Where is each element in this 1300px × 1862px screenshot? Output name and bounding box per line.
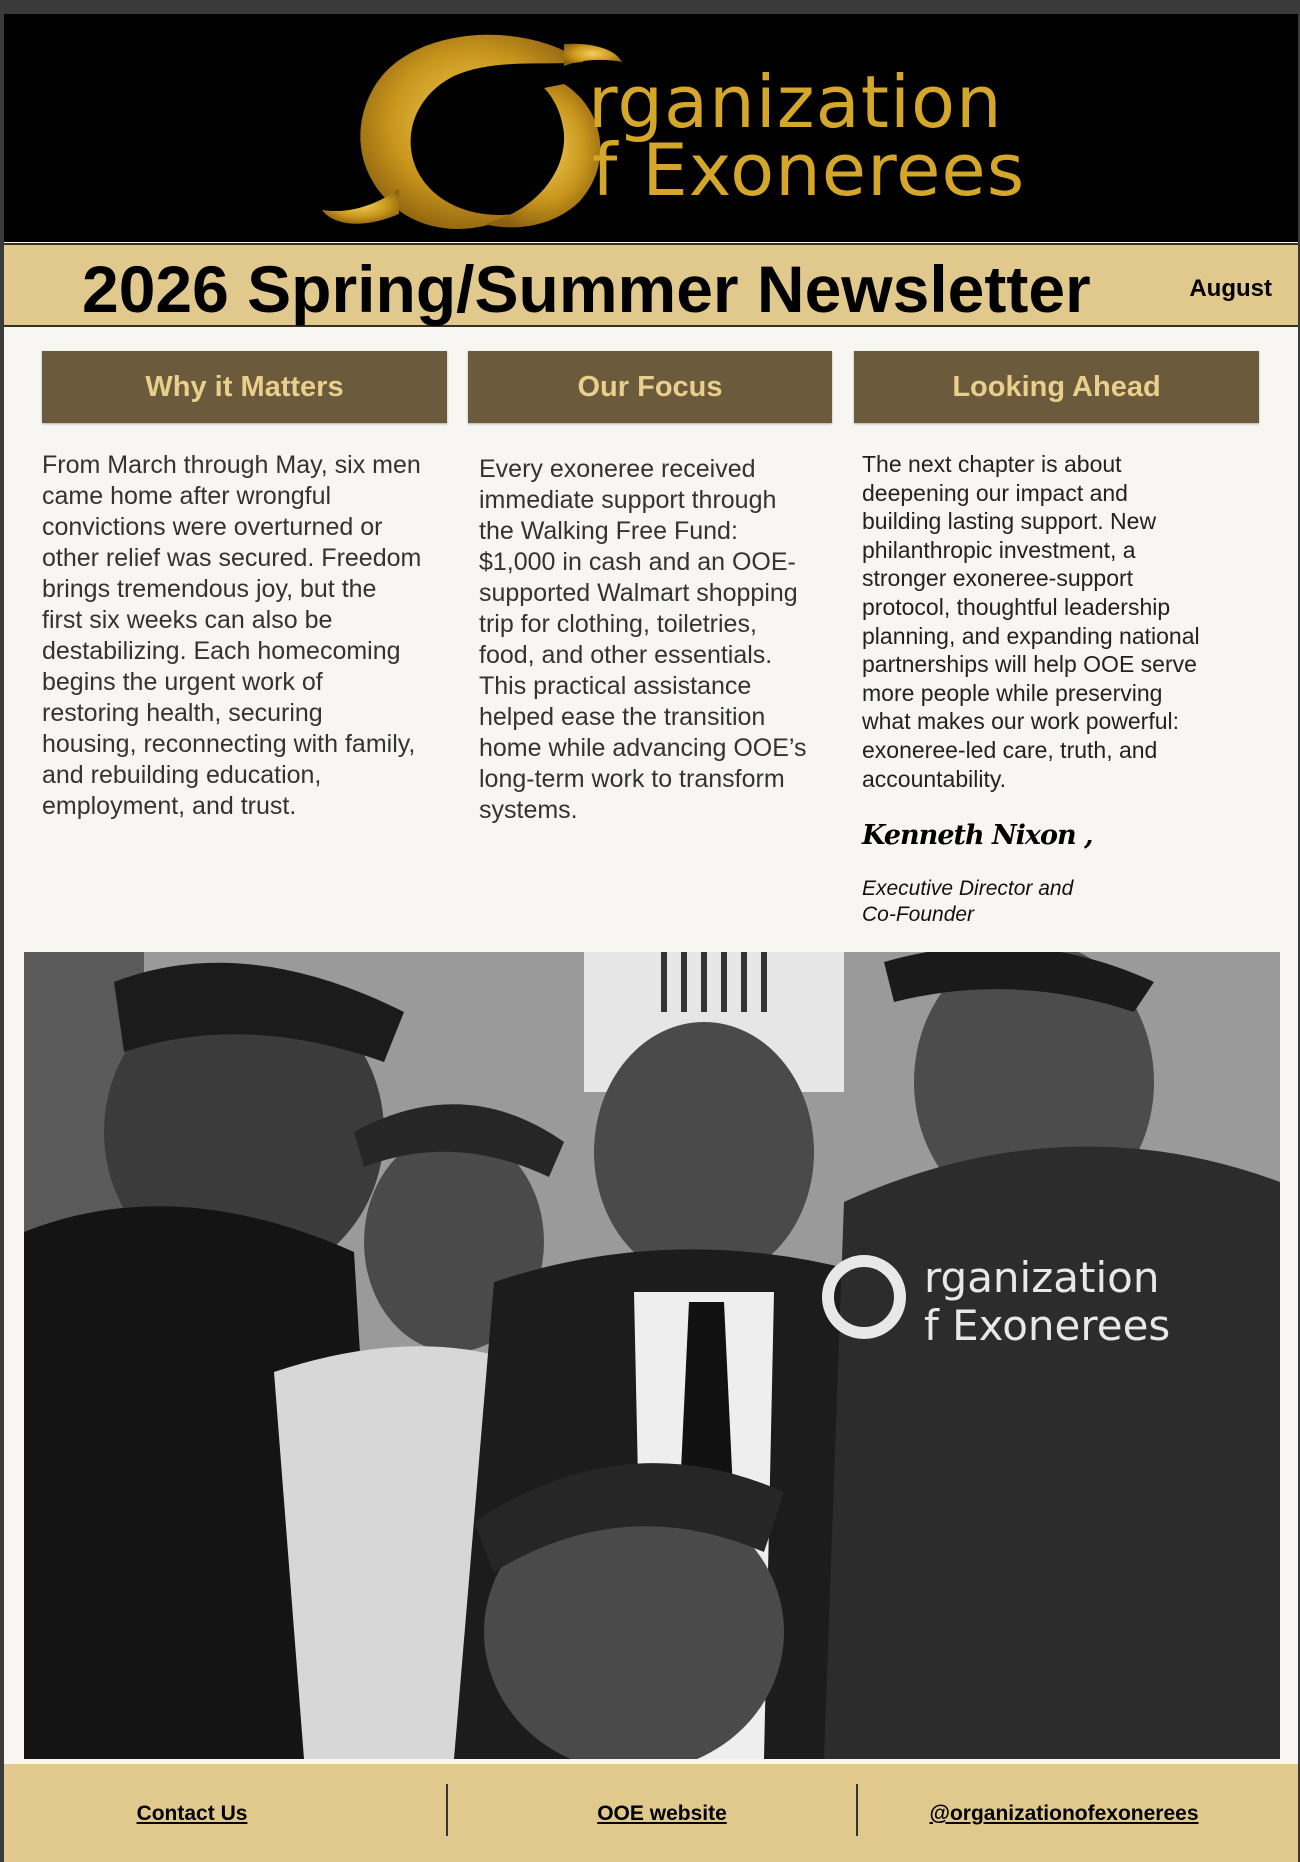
newsletter-page (4, 14, 1298, 1849)
group-photo (24, 952, 1280, 1759)
social-handle-link[interactable]: @organizationofexonerees (929, 1802, 1199, 1825)
issue-month: August (1189, 275, 1272, 302)
footer-divider (856, 1784, 858, 1836)
column-heading-why-it-matters: Why it Matters (42, 351, 447, 423)
column-body-our-focus: Every exoneree received immediate support through the Walking Free Fund: $1,000 in cash and an OOE-supported Walmart shopping trip for clothing, toiletries, food, and other essentials. This practical assistance helped ease the transition home while advancing OOE’s long-term work to transform systems. (479, 455, 807, 824)
column-heading-our-focus: Our Focus (468, 351, 832, 423)
signature-role-line2: Co-Founder (862, 903, 975, 926)
logo-text-line2: f Exonerees (592, 128, 1026, 212)
newsletter-title: 2026 Spring/Summer Newsletter (82, 252, 1091, 326)
signature-role (862, 876, 1073, 928)
ooe-website-link[interactable]: OOE website (597, 1802, 727, 1825)
shirt-logo-line1: rganization (924, 1253, 1160, 1302)
logo-text-line1: rganization (588, 60, 1003, 144)
contact-us-link[interactable]: Contact Us (136, 1802, 248, 1825)
signature-role-line1: Executive Director and (862, 877, 1074, 900)
group-photo-illustration (24, 952, 1280, 1759)
column-heading-looking-ahead: Looking Ahead (854, 351, 1259, 423)
footer-divider (446, 1784, 448, 1836)
column-body-why-it-matters: From March through May, six men came home after wrongful convictions were overturned or other relief was secured. Freedom brings tremendous joy, but the first six weeks can also be destabilizing. Each homecoming begins the urgent work of restoring health, securing housing, reconnecting with family, and rebuilding education, employment, and trust. (42, 451, 422, 820)
title-banner (4, 243, 1298, 327)
footer-bar (4, 1764, 1298, 1862)
logo-banner (4, 14, 1298, 242)
column-body-looking-ahead: The next chapter is about deepening our impact and building lasting support. New philanthropic investment, a stronger exoneree-support protocol, thoughtful leadership planning, and expanding national partnerships will help OOE serve more people while preserving what makes our work powerful: exoneree-led care, truth, and accountability. (862, 451, 1200, 792)
signature: Kenneth Nixon , (862, 820, 1093, 851)
shirt-logo-line2: f Exonerees (924, 1301, 1171, 1350)
